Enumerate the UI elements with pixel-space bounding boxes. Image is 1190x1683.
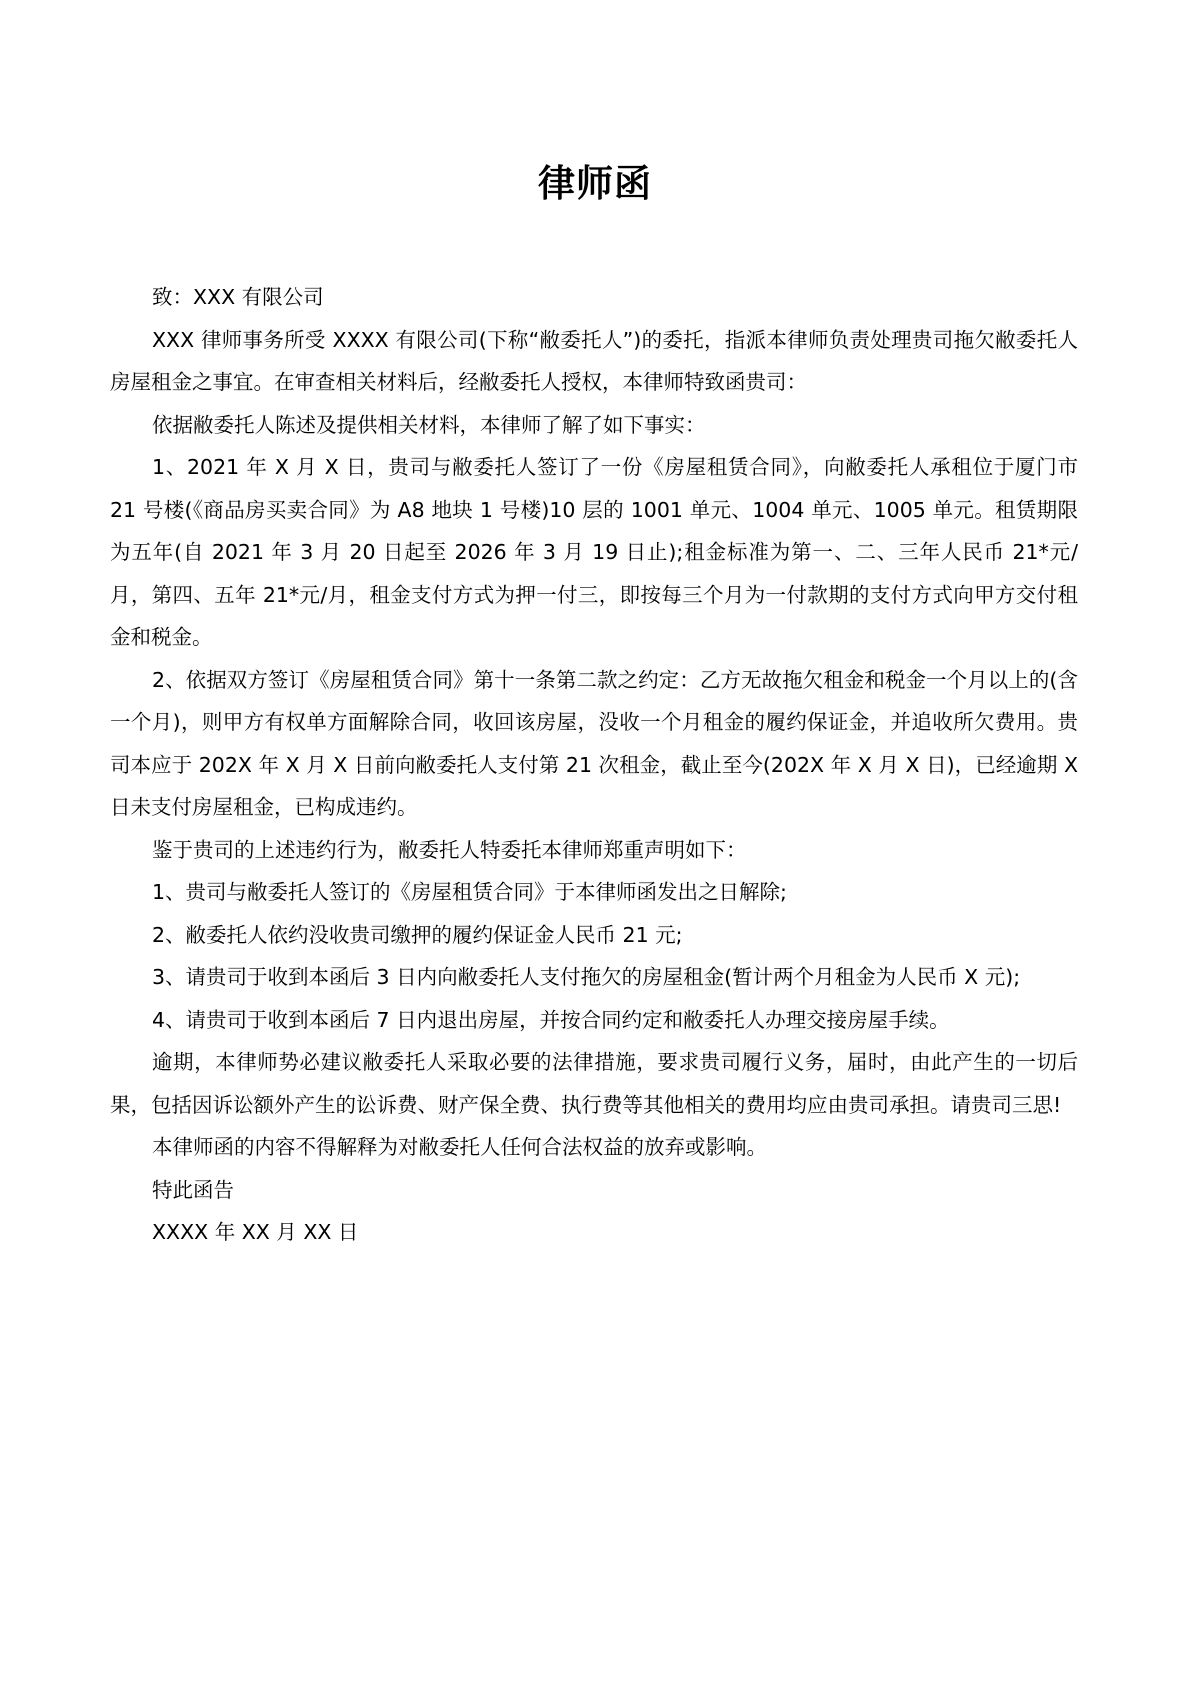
document-title: 律师函 xyxy=(538,162,652,205)
document-body xyxy=(110,276,1078,1254)
fact-2: 2、依据双方签订《房屋租赁合同》第十一条第二款之约定：乙方无故拖欠租金和税金一个月以上的(含一个月)，则甲方有权单方面解除合同，收回该房屋，没收一个月租金的履约保证金，并追收所欠费用。贵司本应于 202X 年 X 月 X 日前向敝委托人支付第 21 次租金，截止至今(202X 年 X 月 X 日)，已经逾期 X 日未支付房屋租金，已构成违约。 xyxy=(110,667,1078,819)
date-line: XXXX 年 XX 月 XX 日 xyxy=(152,1220,359,1244)
recipient-line: 致：XXX 有限公司 xyxy=(152,285,324,309)
closing-line: 特此函告 xyxy=(152,1177,234,1202)
fact-1: 1、2021 年 X 月 X 日，贵司与敝委托人签订了一份《房屋租赁合同》，向敝委托人承租位于厦门市 21 号楼(《商品房买卖合同》为 A8 地块 1 号楼)10 层的 1001 单元、1004 单元、1005 单元。租赁期限为五年(自 2021 年 3 月 20 日起至 2026 年 3 月 19 日止);租金标准为第一、二、三年人民币 21*元/月，第四、五年 21*元/月，租金支付方式为押一付三，即按每三个月为一付款期的支付方式向甲方交付租金和税金。 xyxy=(110,455,1078,649)
declaration-2: 2、敝委托人依约没收贵司缴押的履约保证金人民币 21 元; xyxy=(152,922,683,947)
declaration-4: 4、请贵司于收到本函后 7 日内退出房屋，并按合同约定和敝委托人办理交接房屋手续。 xyxy=(152,1007,950,1032)
declaration-intro: 鉴于贵司的上述违约行为，敝委托人特委托本律师郑重声明如下： xyxy=(152,837,747,862)
rights-reservation: 本律师函的内容不得解释为对敝委托人任何合法权益的放弃或影响。 xyxy=(152,1135,767,1159)
consequence-paragraph: 逾期，本律师势必建议敝委托人采取必要的法律措施，要求贵司履行义务，届时，由此产生的一切后果，包括因诉讼额外产生的讼诉费、财产保全费、执行费等其他相关的费用均应由贵司承担。请贵司三思! xyxy=(110,1050,1078,1117)
declaration-3: 3、请贵司于收到本函后 3 日内向敝委托人支付拖欠的房屋租金(暂计两个月租金为人民币 X 元); xyxy=(152,965,1021,989)
declaration-1: 1、贵司与敝委托人签订的《房屋租赁合同》于本律师函发出之日解除; xyxy=(152,880,787,904)
intro-paragraph: XXX 律师事务所受 XXXX 有限公司(下称“敝委托人”)的委托，指派本律师负责处理贵司拖欠敝委托人房屋租金之事宜。在审查相关材料后，经敝委托人授权，本律师特致函贵司： xyxy=(110,327,1078,394)
facts-intro: 依据敝委托人陈述及提供相关材料，本律师了解了如下事实： xyxy=(152,412,706,437)
